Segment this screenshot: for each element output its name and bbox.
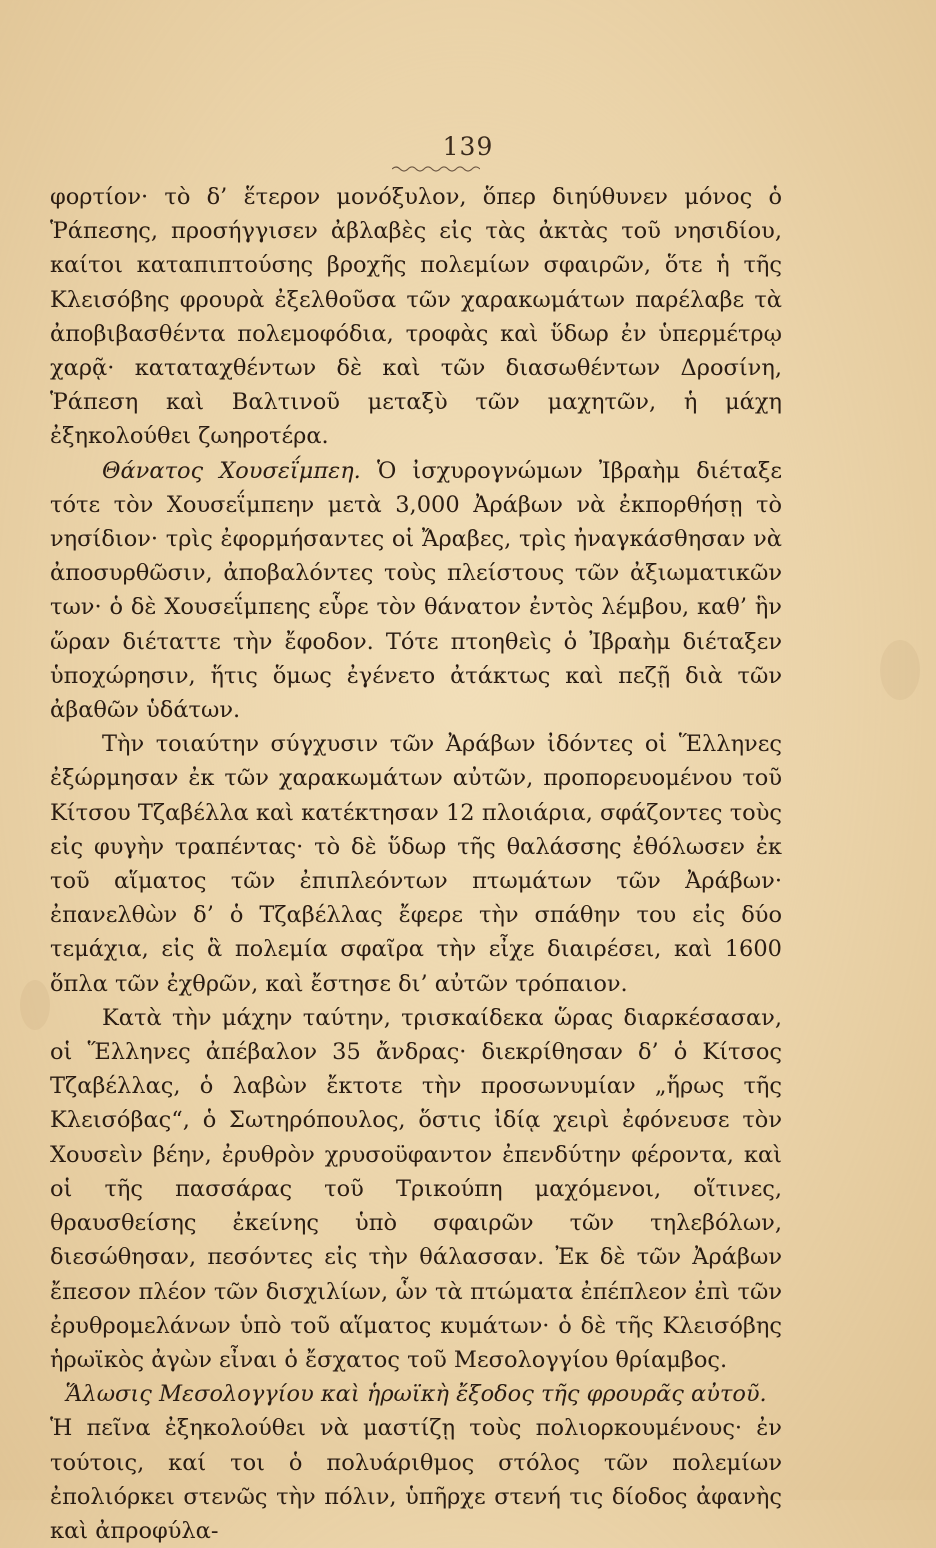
paragraph-3: Τὴν τοιαύτην σύγχυσιν τῶν Ἀράβων ἰδόντες οἱ Ἕλληνες ἐξώρμησαν ἐκ τῶν χαρακωμάτων αὐτῶν, προπορευομένου τοῦ Κίτσου Τζαβέλλα καὶ κατέκτησαν 12 πλοιάρια, σφάζοντες τοὺς εἰς φυγὴν τραπέντας· τὸ δὲ ὕδωρ τῆς θαλάσσης ἐθόλωσεν ἐκ τοῦ αἵματος τῶν ἐπιπλεόντων πτωμάτων τῶν Ἀράβων· ἐπανελθὼν δ’ ὁ Τζαβέλλας ἔφερε τὴν σπάθην του εἰς δύο τεμάχια, εἰς ἃ πολεμία σφαῖρα τὴν εἶχε διαιρέσει, καὶ 1600 ὅπλα τῶν ἐχθρῶν, καὶ ἔστησε δι’ αὐτῶν τρόπαιον.: [50, 731, 782, 997]
page-number: 139: [442, 132, 494, 161]
wavy-ornament: [392, 164, 480, 174]
section-heading-inline: Θάνατος Χουσεΐμπεη.: [102, 457, 361, 484]
paragraph-6: Ἡ πεῖνα ἐξηκολούθει νὰ μαστίζῃ τοὺς πολιορκουμένους· ἐν τούτοις, καί τοι ὁ πολυάριθμος στόλος τῶν πολεμίων ἐπολιόρκει στενῶς τὴν πόλιν, ὑπῆρχε στενή τις δίοδος ἀφανὴς καὶ ἀπροφύλα-: [50, 1415, 782, 1544]
section-heading: Ἅλωσις Μεσολογγίου καὶ ἡρωϊκὴ ἔξοδος τῆς φρουρᾶς αὐτοῦ.: [65, 1381, 767, 1408]
paragraph-4: Κατὰ τὴν μάχην ταύτην, τρισκαίδεκα ὥρας διαρκέσασαν, οἱ Ἕλληνες ἀπέβαλον 35 ἄνδρας· διεκρίθησαν δ’ ὁ Κίτσος Τζαβέλλας, ὁ λαβὼν ἔκτοτε τὴν προσωνυμίαν „ἥρως τῆς Κλεισόβας“, ὁ Σωτηρόπουλος, ὅστις ἰδίᾳ χειρὶ ἐφόνευσε τὸν Χουσεὶν βέην, ἐρυθρὸν χρυσοϋφαντον ἐπενδύτην φέροντα, καὶ οἱ τῆς πασσάρας τοῦ Τρικούπη μαχόμενοι, οἵτινες, θραυσθείσης ἐκείνης ὑπὸ σφαιρῶν τῶν τηλεβόλων, διεσώθησαν, πεσόντες εἰς τὴν θάλασσαν. Ἐκ δὲ τῶν Ἀράβων ἔπεσον πλέον τῶν δισχιλίων, ὧν τὰ πτώματα ἐπέπλεον ἐπὶ τῶν ἐρυθρομελάνων ὑπὸ τοῦ αἵματος κυμάτων· ὁ δὲ τῆς Κλεισόβης ἡρωϊκὸς ἀγὼν εἶναι ὁ ἔσχατος τοῦ Μεσολογγίου θρίαμβος.: [50, 1004, 782, 1373]
paragraph-2: [50, 454, 782, 728]
paragraph-2-text: Ὁ ἰσχυρογνώμων Ἰβραὴμ διέταξε τότε τὸν Χουσεΐμπεην μετὰ 3,000 Ἀράβων νὰ ἐκπορθήσῃ τὸ νησίδιον· τρὶς ἐφορμήσαντες οἱ Ἄραβες, τρὶς ἠναγκάσθησαν νὰ ἀποσυρθῶσιν, ἀποβαλόντες τοὺς πλείστους τῶν ἀξιωματικῶν των· ὁ δὲ Χουσεΐμπεης εὗρε τὸν θάνατον ἐντὸς λέμβου, καθ’ ἣν ὥραν διέταττε τὴν ἔφοδον. Τότε πτοηθεὶς ὁ Ἰβραὴμ διέταξεν ὑποχώρησιν, ἥτις ὅμως ἐγένετο ἀτάκτως καὶ πεζῇ διὰ τῶν ἀβαθῶν ὑδάτων.: [50, 457, 782, 724]
paragraph-1: φορτίον· τὸ δ’ ἕτερον μονόξυλον, ὅπερ διηύθυνεν μόνος ὁ Ῥάπεσης, προσήγγισεν ἀβλαβὲς εἰς τὰς ἀκτὰς τοῦ νησιδίου, καίτοι καταπιπτούσης βροχῆς πολεμίων σφαιρῶν, ὅτε ἡ τῆς Κλεισόβης φρουρὰ ἐξελθοῦσα τῶν χαρακωμάτων παρέλαβε τὰ ἀποβιβασθέντα πολεμοφόδια, τροφὰς καὶ ὕδωρ ἐν ὑπερμέτρῳ χαρᾷ· καταταχθέντων δὲ καὶ τῶν διασωθέντων Δροσίνη, Ῥάπεση καὶ Βαλτινοῦ μεταξὺ τῶν μαχητῶν, ἡ μάχη ἐξηκολούθει ζωηροτέρα.: [50, 184, 782, 450]
body-text: [50, 180, 782, 1548]
paper-stain: [20, 980, 50, 1030]
paper-stain: [880, 640, 920, 700]
